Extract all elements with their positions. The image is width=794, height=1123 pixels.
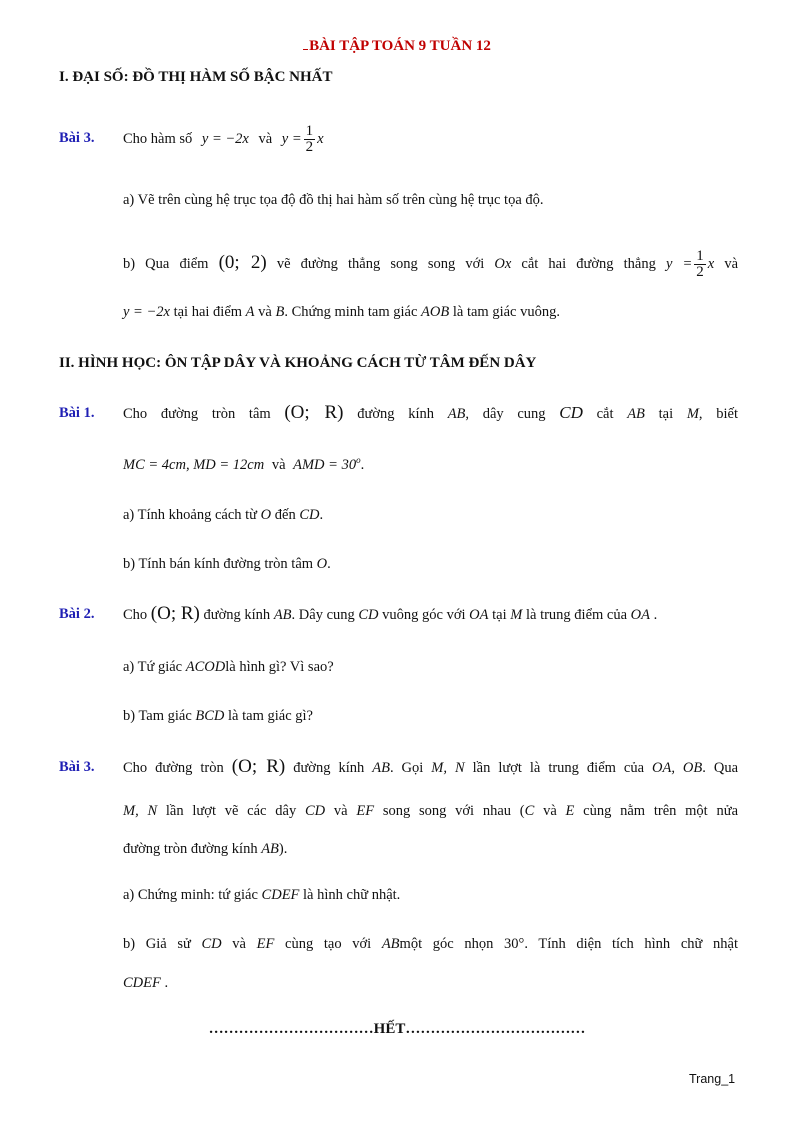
section2-bai1-part-a [123,507,323,524]
section2-bai3-line2 [123,796,738,826]
text: và [258,304,272,320]
rectangle-cdef: CDEF [261,887,300,903]
section2-bai3-part-a [123,887,400,904]
segment-ab: AB [381,936,400,952]
point-o: O [316,556,328,572]
section2-bai1-label: Bài 1. [59,405,95,421]
text: . Gọi [389,760,424,776]
segment-ab: AB [627,406,645,422]
text: tại hai điểm [173,304,243,320]
segment-ab: AB [372,760,390,776]
text: a) Chứng minh: tứ giác [123,887,258,903]
text: lần lượt vẽ các dây [165,803,297,819]
section1-heading: I. ĐẠI SỐ: ĐỒ THỊ HÀM SỐ BẬC NHẤT [59,69,333,85]
segment-oa: OA [630,607,651,623]
conjunction: và [258,131,273,147]
text: . [327,556,331,572]
fraction-numerator: 1 [696,248,704,265]
text: là tam giác vuông. [452,304,560,320]
chord-cd: CD [358,607,379,623]
text: và [724,256,739,272]
section1-bai3-part-b-line1 [123,242,738,284]
segments-oa-ob: OA, OB [652,760,703,776]
text: cùng nằm trên một nửa [583,803,739,819]
chord-ef: EF [356,803,375,819]
chord-ef: EF [256,936,275,952]
text: . [319,507,324,523]
points-m-n: M, N [123,803,158,819]
section2-bai3-part-b-line1 [123,929,738,959]
text: là hình chữ nhật. [303,887,401,903]
segment-ab: AB [273,607,292,623]
function-minus-2x: y = −2x [123,304,170,320]
text: b) Qua điểm [123,256,209,272]
point-o: O [260,507,272,523]
angle-amd [293,457,360,473]
section2-heading: II. HÌNH HỌC: ÔN TẬP DÂY VÀ KHOẢNG CÁCH TỪ TÂM ĐẾN DÂY [59,355,537,371]
triangle-bcd: BCD [195,708,225,724]
degree-mark: o [356,455,361,465]
fraction-numerator: 1 [305,123,314,140]
text: lần lượt là trung điểm của [472,760,645,776]
section1-bai3-label: Bài 3. [59,130,95,146]
text: song song với nhau ( [382,803,525,819]
text: cắt [596,406,614,422]
section1-bai3-part-b-line2 [123,304,560,321]
text: tại [658,406,674,422]
section2-bai2-label: Bài 2. [59,606,95,622]
section1-bai3-intro-line [123,118,324,160]
text: và [333,803,348,819]
fraction-one-half [694,249,706,280]
function-var: x [707,256,715,272]
text: Cho đường tròn [123,760,224,776]
text: đường kính [203,607,271,623]
section1-bai3-part-a: a) Vẽ trên cùng hệ trục tọa độ đồ thị hai hàm số trên cùng hệ trục tọa độ. [123,192,544,208]
fraction-denominator: 2 [305,139,314,156]
title-underline-mark [303,49,308,50]
intro-text: Cho hàm số [123,131,193,147]
text: là trung điểm của [525,607,628,623]
function-lhs: y = [665,256,693,272]
text: và [232,936,246,952]
text: một góc nhọn [399,936,494,952]
end-marker: ……………………………HẾT……………………………… [208,1021,586,1037]
text: cùng tạo với [285,936,372,952]
page-title-text: BÀI TẬP TOÁN 9 TUẦN 12 [309,38,491,54]
section2-bai3-label: Bài 3. [59,759,95,775]
circle-o-r: (O; R) [231,756,286,777]
point-b: B [275,304,285,320]
point-m: M [510,607,523,623]
text: , dây cung [465,406,546,422]
circle-o-r: (O; R) [284,402,344,423]
function-1: y = −2x [201,131,249,147]
text: . Chứng minh tam giác [284,304,418,320]
text: . [653,607,658,623]
function-2-lhs: y = [281,131,302,147]
text: . Dây cung [291,607,355,623]
section2-bai3-part-b-line2 [123,975,168,992]
text: đường kính [357,406,434,422]
section2-bai2-part-a [123,659,334,676]
text: a) Tính khoảng cách từ [123,507,258,523]
angle-value: AMD = 30 [293,456,357,473]
section2-bai2-part-b [123,708,313,725]
text: và [271,456,286,473]
page-title [0,38,794,55]
text: đường kính [293,760,365,776]
text: . [360,456,365,473]
chord-cd: CD [299,507,320,523]
angle-30-degrees: 30° [504,936,525,952]
text: . Tính diện tích hình chữ nhật [524,936,738,952]
fraction-denominator: 2 [696,264,704,281]
chord-cd: CD [559,403,583,422]
rectangle-cdef: CDEF [123,975,161,991]
text: đến [274,507,296,523]
text: b) Tính bán kính đường tròn tâm [123,556,314,572]
section2-bai3-line1 [123,752,738,783]
text: a) Tứ giác [123,659,183,675]
text: , biết [698,406,738,422]
circle-o-r: (O; R) [150,603,200,624]
text: Cho đường tròn tâm [123,406,271,422]
segment-oa: OA [469,607,489,623]
section2-bai2-statement [123,603,657,625]
segment-ab: AB [447,406,466,422]
text: ). [278,841,288,857]
section2-bai1-line2 [123,455,364,474]
point-0-2: (0; 2) [218,252,267,273]
function-2-var: x [317,131,324,147]
text: đường tròn đường kính [123,841,258,857]
ox-axis: Ox [494,256,512,272]
point-a: A [245,304,255,320]
text: tại [492,607,507,623]
text: b) Tam giác [123,708,192,724]
chord-cd: CD [201,936,222,952]
text: vuông góc với [382,607,466,623]
text: vẽ đường thẳng song song với [276,256,485,272]
chord-cd: CD [304,803,326,819]
fraction-one-half [304,124,316,155]
text: là tam giác gì? [228,708,313,724]
text: và [543,803,557,819]
text: cắt hai đường thẳng [521,256,656,272]
page-number: Trang_1 [689,1072,736,1086]
point-c: C [524,803,535,819]
given-lengths: MC = 4cm, MD = 12cm [123,456,265,473]
text: Cho [123,607,148,623]
points-m-n: M, N [431,760,465,776]
point-m: M [686,406,699,422]
point-e: E [565,803,575,819]
quadrilateral-acod: ACOD [185,659,226,675]
section2-bai3-line3 [123,841,287,858]
text: là hình gì? Vì sao? [225,659,334,675]
text: . [164,975,169,991]
text: b) Giả sử [123,936,191,952]
triangle-aob: AOB [421,304,450,320]
segment-ab: AB [261,841,279,857]
section2-bai1-part-b [123,556,331,573]
text: . Qua [702,760,739,776]
section2-bai1-line1 [123,398,738,429]
